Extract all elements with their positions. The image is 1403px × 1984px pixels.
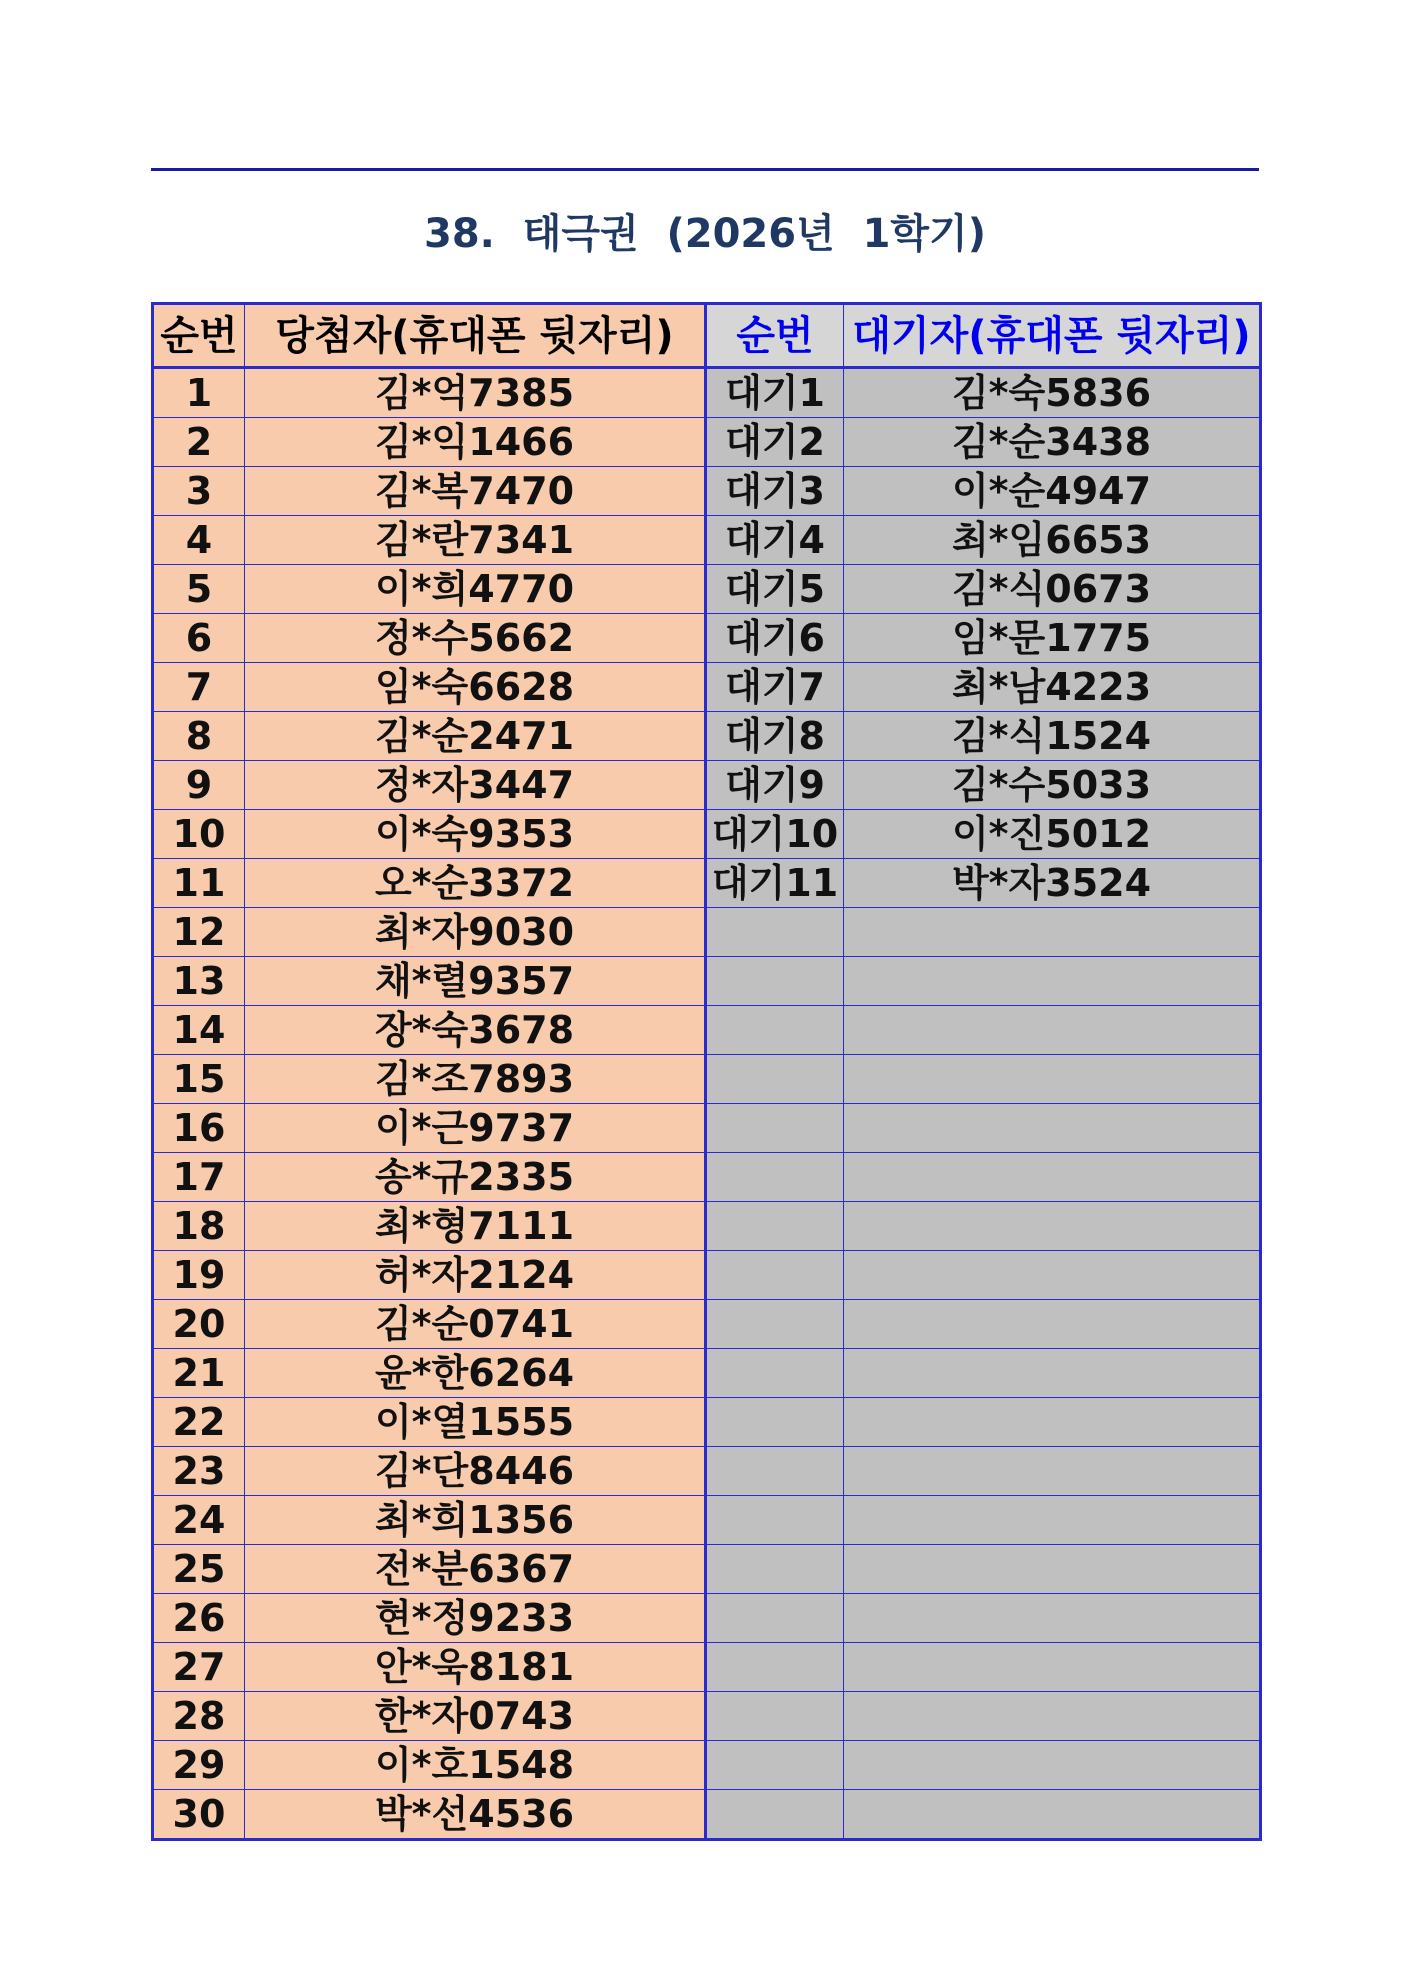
winner-name-cell: 최*자9030 [245, 908, 706, 957]
header-winner-name: 당첨자(휴대폰 뒷자리) [245, 304, 706, 368]
winner-number-cell: 13 [153, 957, 245, 1006]
winner-name-cell: 한*자0743 [245, 1692, 706, 1741]
table-row [153, 1300, 1261, 1349]
waitlist-number-cell [706, 1006, 844, 1055]
waitlist-name-cell [844, 1594, 1261, 1643]
winner-name-cell: 안*욱8181 [245, 1643, 706, 1692]
table-row [153, 1692, 1261, 1741]
table-row [153, 1594, 1261, 1643]
waitlist-name-cell [844, 1006, 1261, 1055]
header-winner-number: 순번 [153, 304, 245, 368]
waitlist-number-cell: 대기5 [706, 565, 844, 614]
waitlist-name-cell [844, 1496, 1261, 1545]
waitlist-name-cell [844, 1692, 1261, 1741]
waitlist-number-cell [706, 1643, 844, 1692]
waitlist-number-cell [706, 1202, 844, 1251]
winner-number-cell: 16 [153, 1104, 245, 1153]
winner-number-cell: 27 [153, 1643, 245, 1692]
waitlist-number-cell [706, 1251, 844, 1300]
winner-number-cell: 3 [153, 467, 245, 516]
winner-name-cell: 이*희4770 [245, 565, 706, 614]
winner-number-cell: 17 [153, 1153, 245, 1202]
winner-number-cell: 25 [153, 1545, 245, 1594]
winner-number-cell: 11 [153, 859, 245, 908]
waitlist-name-cell [844, 1153, 1261, 1202]
winner-number-cell: 26 [153, 1594, 245, 1643]
winner-number-cell: 24 [153, 1496, 245, 1545]
table-row [153, 1153, 1261, 1202]
winner-name-cell: 김*익1466 [245, 418, 706, 467]
winner-name-cell: 임*숙6628 [245, 663, 706, 712]
winner-number-cell: 28 [153, 1692, 245, 1741]
table-row [153, 1790, 1261, 1840]
winner-number-cell: 4 [153, 516, 245, 565]
winner-number-cell: 1 [153, 368, 245, 418]
table-row [153, 1349, 1261, 1398]
waitlist-name-cell: 이*순4947 [844, 467, 1261, 516]
waitlist-name-cell: 김*식1524 [844, 712, 1261, 761]
winner-number-cell: 30 [153, 1790, 245, 1840]
header-waitlist-name: 대기자(휴대폰 뒷자리) [844, 304, 1261, 368]
winner-number-cell: 14 [153, 1006, 245, 1055]
waitlist-number-cell [706, 1496, 844, 1545]
winner-number-cell: 10 [153, 810, 245, 859]
winner-name-cell: 송*규2335 [245, 1153, 706, 1202]
table-row [153, 1398, 1261, 1447]
table-row [153, 1496, 1261, 1545]
winner-name-cell: 최*희1356 [245, 1496, 706, 1545]
winner-number-cell: 15 [153, 1055, 245, 1104]
waitlist-name-cell: 김*순3438 [844, 418, 1261, 467]
winner-name-cell: 김*순2471 [245, 712, 706, 761]
table-row [153, 663, 1261, 712]
winner-number-cell: 29 [153, 1741, 245, 1790]
winner-name-cell: 김*란7341 [245, 516, 706, 565]
table-row [153, 761, 1261, 810]
table-row [153, 1055, 1261, 1104]
waitlist-number-cell: 대기4 [706, 516, 844, 565]
waitlist-number-cell: 대기1 [706, 368, 844, 418]
table-row [153, 614, 1261, 663]
waitlist-number-cell [706, 1790, 844, 1840]
table-row [153, 859, 1261, 908]
winner-name-cell: 김*억7385 [245, 368, 706, 418]
waitlist-name-cell: 박*자3524 [844, 859, 1261, 908]
waitlist-name-cell [844, 1790, 1261, 1840]
waitlist-number-cell [706, 1055, 844, 1104]
waitlist-name-cell: 김*숙5836 [844, 368, 1261, 418]
waitlist-number-cell [706, 1300, 844, 1349]
waitlist-name-cell: 임*문1775 [844, 614, 1261, 663]
winner-name-cell: 오*순3372 [245, 859, 706, 908]
winner-number-cell: 8 [153, 712, 245, 761]
waitlist-number-cell: 대기10 [706, 810, 844, 859]
winner-name-cell: 정*자3447 [245, 761, 706, 810]
winner-name-cell: 김*단8446 [245, 1447, 706, 1496]
winner-number-cell: 22 [153, 1398, 245, 1447]
winner-name-cell: 현*정9233 [245, 1594, 706, 1643]
table-row [153, 516, 1261, 565]
table-row [153, 1104, 1261, 1153]
waitlist-name-cell [844, 1741, 1261, 1790]
waitlist-number-cell [706, 1153, 844, 1202]
table-body [153, 368, 1261, 1840]
table-row [153, 908, 1261, 957]
waitlist-number-cell: 대기3 [706, 467, 844, 516]
table-row [153, 810, 1261, 859]
winner-number-cell: 7 [153, 663, 245, 712]
winner-name-cell: 이*열1555 [245, 1398, 706, 1447]
waitlist-number-cell [706, 1398, 844, 1447]
waitlist-number-cell: 대기7 [706, 663, 844, 712]
winner-name-cell: 이*근9737 [245, 1104, 706, 1153]
winner-number-cell: 9 [153, 761, 245, 810]
waitlist-name-cell [844, 1398, 1261, 1447]
waitlist-name-cell: 김*식0673 [844, 565, 1261, 614]
winner-name-cell: 최*형7111 [245, 1202, 706, 1251]
waitlist-name-cell: 최*남4223 [844, 663, 1261, 712]
winner-name-cell: 박*선4536 [245, 1790, 706, 1840]
header-row [153, 304, 1261, 368]
winner-name-cell: 이*호1548 [245, 1741, 706, 1790]
waitlist-name-cell [844, 1251, 1261, 1300]
winner-name-cell: 이*숙9353 [245, 810, 706, 859]
table-row [153, 712, 1261, 761]
waitlist-name-cell [844, 1545, 1261, 1594]
top-rule [151, 168, 1259, 171]
table-row [153, 418, 1261, 467]
waitlist-name-cell [844, 1447, 1261, 1496]
winner-name-cell: 김*순0741 [245, 1300, 706, 1349]
winner-number-cell: 2 [153, 418, 245, 467]
waitlist-number-cell [706, 908, 844, 957]
waitlist-number-cell: 대기2 [706, 418, 844, 467]
waitlist-number-cell [706, 957, 844, 1006]
table-row [153, 1447, 1261, 1496]
waitlist-number-cell: 대기11 [706, 859, 844, 908]
waitlist-name-cell [844, 908, 1261, 957]
winner-number-cell: 12 [153, 908, 245, 957]
waitlist-name-cell [844, 1202, 1261, 1251]
table-row [153, 1202, 1261, 1251]
table-row [153, 467, 1261, 516]
table-row [153, 957, 1261, 1006]
winner-name-cell: 장*숙3678 [245, 1006, 706, 1055]
waitlist-name-cell [844, 1055, 1261, 1104]
waitlist-name-cell [844, 1104, 1261, 1153]
winner-number-cell: 18 [153, 1202, 245, 1251]
document-title: 38. 태극권 (2026년 1학기) [424, 211, 986, 257]
winner-name-cell: 전*분6367 [245, 1545, 706, 1594]
waitlist-name-cell: 김*수5033 [844, 761, 1261, 810]
waitlist-name-cell [844, 1643, 1261, 1692]
table-row [153, 565, 1261, 614]
winner-number-cell: 19 [153, 1251, 245, 1300]
winner-number-cell: 23 [153, 1447, 245, 1496]
lottery-result-table [151, 302, 1262, 1841]
waitlist-name-cell [844, 1300, 1261, 1349]
winner-number-cell: 6 [153, 614, 245, 663]
winner-name-cell: 허*자2124 [245, 1251, 706, 1300]
header-waitlist-number: 순번 [706, 304, 844, 368]
table-row [153, 368, 1261, 418]
waitlist-number-cell [706, 1349, 844, 1398]
waitlist-number-cell: 대기9 [706, 761, 844, 810]
waitlist-name-cell: 이*진5012 [844, 810, 1261, 859]
winner-number-cell: 21 [153, 1349, 245, 1398]
waitlist-number-cell [706, 1447, 844, 1496]
winner-number-cell: 5 [153, 565, 245, 614]
waitlist-number-cell [706, 1594, 844, 1643]
winner-number-cell: 20 [153, 1300, 245, 1349]
table-row [153, 1643, 1261, 1692]
table-row [153, 1251, 1261, 1300]
waitlist-name-cell: 최*임6653 [844, 516, 1261, 565]
winner-name-cell: 김*복7470 [245, 467, 706, 516]
waitlist-name-cell [844, 957, 1261, 1006]
winner-name-cell: 김*조7893 [245, 1055, 706, 1104]
waitlist-number-cell [706, 1741, 844, 1790]
winner-name-cell: 윤*한6264 [245, 1349, 706, 1398]
table-row [153, 1741, 1261, 1790]
winner-name-cell: 채*렬9357 [245, 957, 706, 1006]
table-row [153, 1006, 1261, 1055]
winner-name-cell: 정*수5662 [245, 614, 706, 663]
waitlist-number-cell: 대기6 [706, 614, 844, 663]
waitlist-number-cell [706, 1545, 844, 1594]
table-row [153, 1545, 1261, 1594]
waitlist-number-cell: 대기8 [706, 712, 844, 761]
waitlist-name-cell [844, 1349, 1261, 1398]
waitlist-number-cell [706, 1104, 844, 1153]
waitlist-number-cell [706, 1692, 844, 1741]
